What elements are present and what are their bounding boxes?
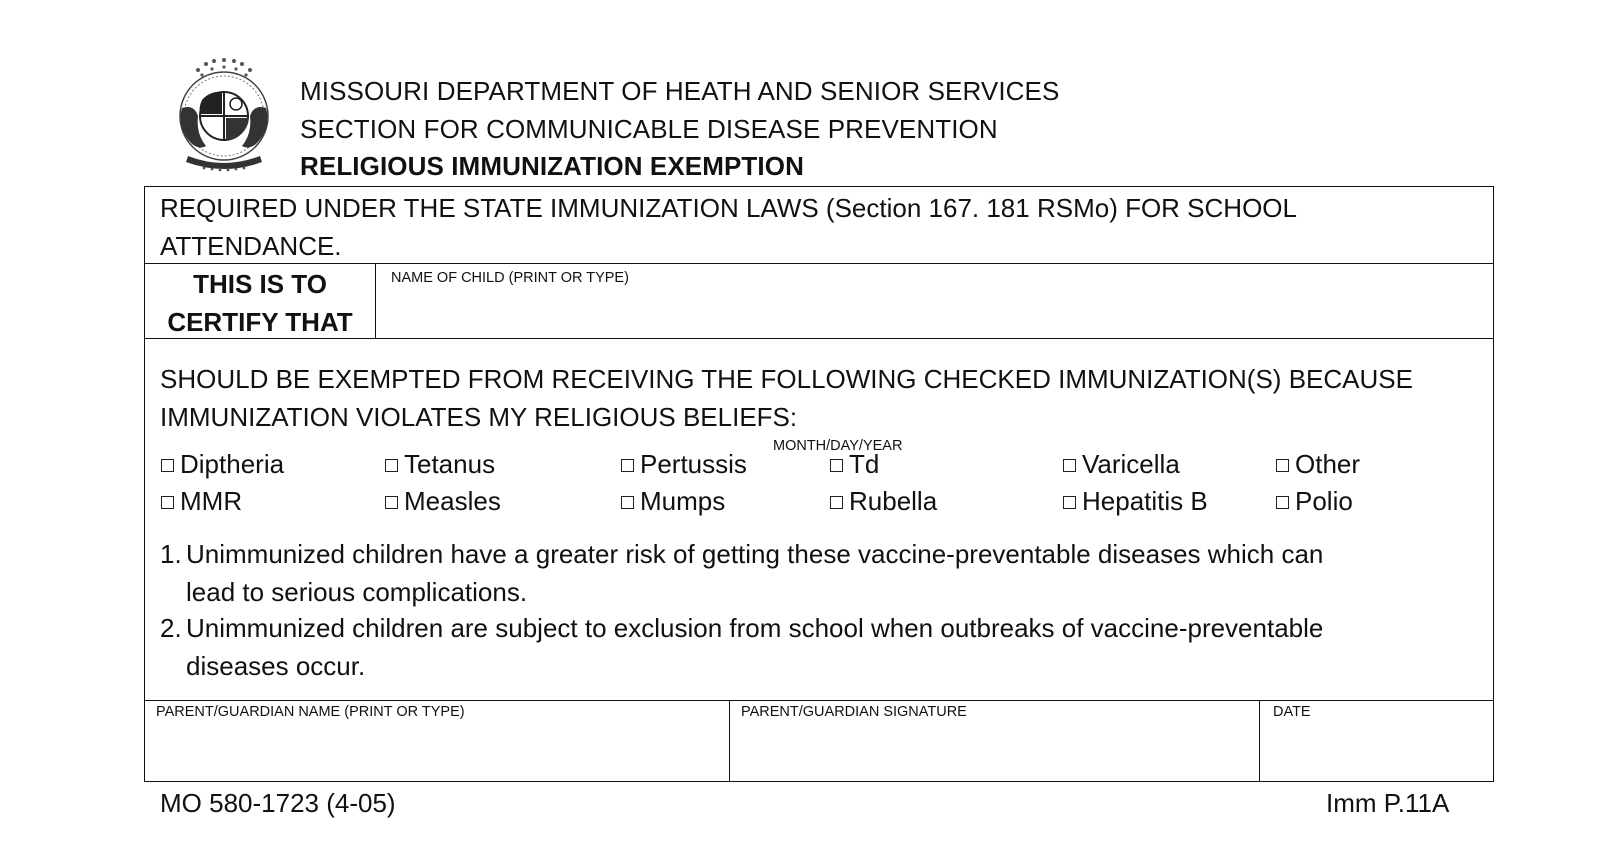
checkbox-varicella[interactable] xyxy=(1063,445,1180,483)
note-text: Unimmunized children have a greater risk of getting these vaccine-preventable diseases which can xyxy=(186,539,1324,569)
divider xyxy=(729,700,730,781)
checkbox-label: MMR xyxy=(180,486,243,516)
certify-line-2: CERTIFY THAT xyxy=(167,307,353,337)
section-title: SECTION FOR COMMUNICABLE DISEASE PREVENTION xyxy=(300,114,998,144)
checkbox-label: Other xyxy=(1295,449,1361,479)
checkbox-label: Hepatitis B xyxy=(1082,486,1208,516)
form-number: MO 580-1723 (4-05) xyxy=(160,788,396,818)
checkbox-label: Measles xyxy=(404,486,501,516)
note-1 xyxy=(160,535,1490,611)
checkbox-icon[interactable] xyxy=(621,459,634,472)
checkbox-label: Diptheria xyxy=(180,449,285,479)
note-text: Unimmunized children are subject to exclusion from school when outbreaks of vaccine-preventable xyxy=(186,613,1324,643)
exemption-form xyxy=(144,186,1494,782)
checkbox-icon[interactable] xyxy=(621,496,634,509)
divider xyxy=(145,700,1493,701)
checkbox-label: Polio xyxy=(1295,486,1353,516)
checkbox-icon[interactable] xyxy=(161,496,174,509)
checkbox-tetanus[interactable] xyxy=(385,445,495,483)
checkbox-td[interactable] xyxy=(830,445,879,483)
certify-heading xyxy=(145,265,375,341)
parent-signature-field[interactable] xyxy=(733,723,1255,777)
checkbox-label: Pertussis xyxy=(640,449,747,479)
checkbox-icon[interactable] xyxy=(1063,459,1076,472)
note-text-continued: lead to serious complications. xyxy=(186,577,528,607)
note-number: 1. xyxy=(160,539,182,569)
checkbox-label: Varicella xyxy=(1082,449,1180,479)
child-name-field[interactable] xyxy=(377,287,1487,335)
checkbox-icon[interactable] xyxy=(830,459,843,472)
checkbox-mumps[interactable] xyxy=(621,482,725,520)
missouri-state-seal-logo xyxy=(168,56,280,172)
checkbox-polio[interactable] xyxy=(1276,482,1353,520)
date-label: DATE xyxy=(1273,704,1311,720)
note-number: 2. xyxy=(160,613,182,643)
checkbox-label: Td xyxy=(849,449,880,479)
checkbox-pertussis[interactable] xyxy=(621,445,747,483)
checkbox-label: Rubella xyxy=(849,486,938,516)
checkbox-rubella[interactable] xyxy=(830,482,937,520)
child-name-label: NAME OF CHILD (PRINT OR TYPE) xyxy=(391,270,629,286)
form-title: RELIGIOUS IMMUNIZATION EXEMPTION xyxy=(300,151,804,181)
page-reference: Imm P.11A xyxy=(1326,788,1450,818)
checkbox-label: Tetanus xyxy=(404,449,496,479)
note-2 xyxy=(160,609,1490,685)
date-field[interactable] xyxy=(1263,723,1489,777)
department-title: MISSOURI DEPARTMENT OF HEATH AND SENIOR SERVICES xyxy=(300,76,1060,106)
checkbox-icon[interactable] xyxy=(830,496,843,509)
divider xyxy=(375,263,376,338)
divider xyxy=(1259,700,1260,781)
checkbox-mmr[interactable] xyxy=(161,482,242,520)
note-text-continued: diseases occur. xyxy=(186,651,366,681)
checkbox-icon[interactable] xyxy=(1276,459,1289,472)
date-format-label: MONTH/DAY/YEAR xyxy=(773,438,903,454)
checkbox-other[interactable] xyxy=(1276,445,1360,483)
checkbox-icon[interactable] xyxy=(385,459,398,472)
checkbox-diptheria[interactable] xyxy=(161,445,284,483)
parent-signature-label: PARENT/GUARDIAN SIGNATURE xyxy=(741,704,967,720)
certify-line-1: THIS IS TO xyxy=(193,269,327,299)
exemption-statement: SHOULD BE EXEMPTED FROM RECEIVING THE FOLLOWING CHECKED IMMUNIZATION(S) BECAUSE IMMUNIZATION VIOLATES MY RELIGIOUS BELIEFS: xyxy=(160,364,1413,432)
checkbox-measles[interactable] xyxy=(385,482,501,520)
parent-name-label: PARENT/GUARDIAN NAME (PRINT OR TYPE) xyxy=(156,704,465,720)
checkbox-icon[interactable] xyxy=(1276,496,1289,509)
requirement-statement: REQUIRED UNDER THE STATE IMMUNIZATION LAWS (Section 167. 181 RSMo) FOR SCHOOL ATTENDANCE. xyxy=(160,193,1297,261)
checkbox-icon[interactable] xyxy=(385,496,398,509)
checkbox-icon[interactable] xyxy=(1063,496,1076,509)
checkbox-hepatitis-b[interactable] xyxy=(1063,482,1208,520)
checkbox-icon[interactable] xyxy=(161,459,174,472)
parent-name-field[interactable] xyxy=(147,723,725,777)
checkbox-label: Mumps xyxy=(640,486,726,516)
